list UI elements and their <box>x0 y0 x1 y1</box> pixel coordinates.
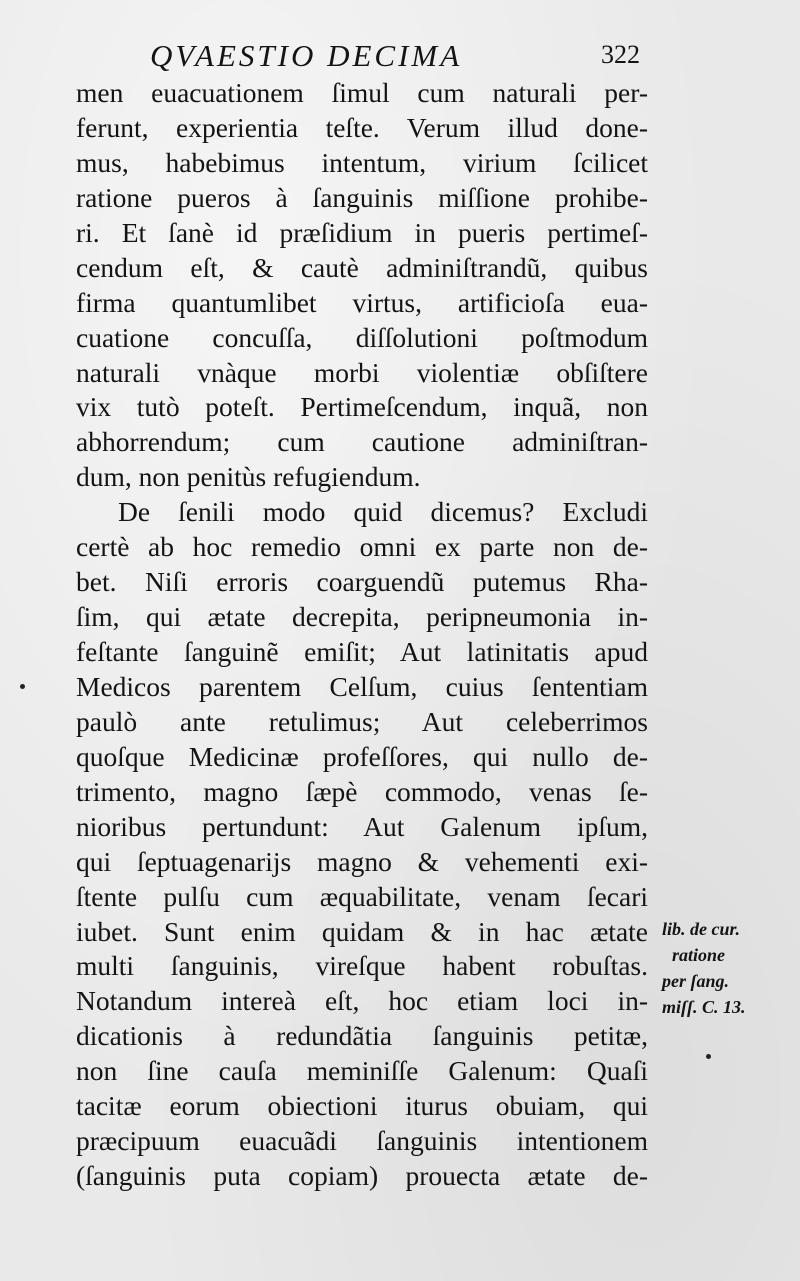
text-line: vix tutò poteſt. Pertimeſcendum, inquã, non <box>76 391 648 423</box>
text-line: ri. Et ſanè id præſidium in pueris pertimeſ- <box>76 216 648 248</box>
running-head <box>150 38 640 78</box>
text-line: men euacuationem ſimul cum naturali per- <box>76 77 648 108</box>
ink-speck <box>20 684 25 689</box>
text-line: (ſanguinis puta copiam) prouecta ætate de- <box>76 1160 648 1192</box>
text-line: ſtente pulſu cum æquabilitate, venam ſecari <box>76 880 648 912</box>
text-line: trimento, magno ſæpè commodo, venas ſe- <box>76 775 648 807</box>
page-number: 322 <box>601 40 640 69</box>
text-line: certè ab hoc remedio omni ex parte non de- <box>76 531 648 563</box>
paragraph-last-line: dum, non penitùs refugiendum. <box>76 461 421 493</box>
margin-note-line: lib. de cur. <box>662 919 741 939</box>
margin-note-line: per ſang. <box>662 971 729 991</box>
text-line: ratione pueros à ſanguinis miſſione prohibe- <box>76 181 648 213</box>
ink-speck <box>706 1054 711 1059</box>
text-line: ferunt, experientia teſte. Verum illud done- <box>76 111 648 143</box>
text-line: naturali vnàque morbi violentiæ obſiſtere <box>76 356 648 388</box>
text-line: cuatione concuſſa, diſſolutioni poſtmodum <box>76 321 648 353</box>
margin-note-line: ratione <box>672 945 726 965</box>
text-line: abhorrendum; cum cautione adminiſtran- <box>76 426 648 458</box>
text-line: ſim, qui ætate decrepita, peripneumonia in- <box>76 601 648 633</box>
text-line: nioribus pertundunt: Aut Galenum ipſum, <box>76 810 648 842</box>
text-line: non ſine cauſa meminiſſe Galenum: Quaſi <box>76 1055 648 1087</box>
text-line: dicationis à redundãtia ſanguinis petitæ, <box>76 1020 648 1052</box>
text-line: tacitæ eorum obiectioni iturus obuiam, qui <box>76 1090 648 1122</box>
text-line: mus, habebimus intentum, virium ſcilicet <box>76 146 648 178</box>
text-line: præcipuum euacuãdi ſanguinis intentionem <box>76 1125 648 1157</box>
running-head-title: QVAESTIO DECIMA <box>150 38 463 73</box>
body-text <box>76 76 648 1194</box>
margin-note <box>662 916 782 1020</box>
text-line: paulò ante retulimus; Aut celeberrimos <box>76 705 648 737</box>
text-line: qui ſeptuagenarijs magno & vehementi exi- <box>76 845 648 877</box>
text-line: multi ſanguinis, vireſque habent robuſtas. <box>76 950 648 982</box>
text-line: Medicos parentem Celſum, cuius ſententiam <box>76 670 648 702</box>
margin-note-line: miſſ. C. 13. <box>662 997 746 1017</box>
text-line: firma quantumlibet virtus, artificioſa eua- <box>76 286 648 318</box>
text-line: Notandum intereà eſt, hoc etiam loci in- <box>76 985 648 1017</box>
text-line: cendum eſt, & cautè adminiſtrandũ, quibus <box>76 251 648 283</box>
text-line: feſtante ſanguinẽ emiſit; Aut latinitatis apud <box>76 636 648 667</box>
text-line: quoſque Medicinæ profeſſores, qui nullo de- <box>76 740 648 772</box>
text-line: bet. Niſi erroris coarguendũ putemus Rha- <box>76 566 648 598</box>
text-line: iubet. Sunt enim quidam & in hac ætate <box>76 915 648 947</box>
paragraph-first-line: De ſenili modo quid dicemus? Excludi <box>118 496 648 528</box>
